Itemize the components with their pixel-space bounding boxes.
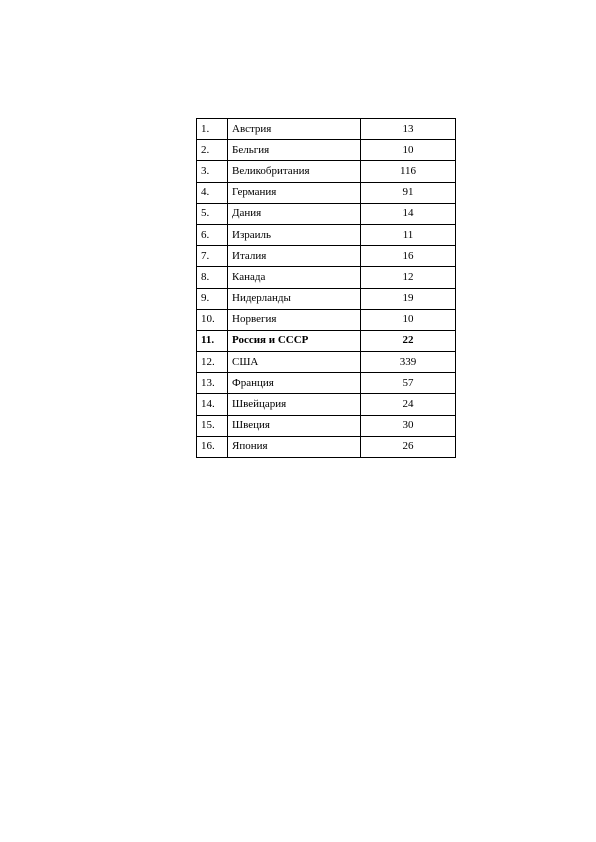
- country-name: Япония: [228, 436, 361, 457]
- table-row: [197, 182, 456, 203]
- country-name: Швейцария: [228, 394, 361, 415]
- table-row: [197, 309, 456, 330]
- country-name: Австрия: [228, 119, 361, 140]
- table-row: [197, 161, 456, 182]
- row-number: 5.: [197, 203, 228, 224]
- table-row: [197, 140, 456, 161]
- table-row: [197, 246, 456, 267]
- row-number: 7.: [197, 246, 228, 267]
- row-number: 15.: [197, 415, 228, 436]
- row-value: 57: [361, 373, 456, 394]
- country-name: Швеция: [228, 415, 361, 436]
- table-row: [197, 373, 456, 394]
- row-value: 22: [361, 330, 456, 351]
- row-number: 12.: [197, 352, 228, 373]
- table-row: [197, 394, 456, 415]
- country-name: США: [228, 352, 361, 373]
- row-value: 10: [361, 309, 456, 330]
- row-number: 9.: [197, 288, 228, 309]
- row-value: 12: [361, 267, 456, 288]
- table-row: [197, 415, 456, 436]
- table-row: [197, 288, 456, 309]
- table-row: [197, 224, 456, 245]
- row-number: 16.: [197, 436, 228, 457]
- country-name: Италия: [228, 246, 361, 267]
- row-value: 30: [361, 415, 456, 436]
- row-value: 13: [361, 119, 456, 140]
- country-name: Дания: [228, 203, 361, 224]
- row-number: 4.: [197, 182, 228, 203]
- table-row: [197, 119, 456, 140]
- row-value: 10: [361, 140, 456, 161]
- row-number: 6.: [197, 224, 228, 245]
- row-value: 19: [361, 288, 456, 309]
- row-value: 339: [361, 352, 456, 373]
- row-value: 26: [361, 436, 456, 457]
- country-name: Россия и СССР: [228, 330, 361, 351]
- row-value: 14: [361, 203, 456, 224]
- row-number: 1.: [197, 119, 228, 140]
- table-row: [197, 352, 456, 373]
- country-name: Канада: [228, 267, 361, 288]
- country-count-table: [196, 118, 456, 458]
- country-name: Бельгия: [228, 140, 361, 161]
- row-value: 116: [361, 161, 456, 182]
- country-name: Великобритания: [228, 161, 361, 182]
- table-row: [197, 330, 456, 351]
- table-row: [197, 436, 456, 457]
- row-number: 14.: [197, 394, 228, 415]
- row-value: 16: [361, 246, 456, 267]
- row-value: 91: [361, 182, 456, 203]
- row-value: 11: [361, 224, 456, 245]
- country-name: Норвегия: [228, 309, 361, 330]
- country-name: Франция: [228, 373, 361, 394]
- country-name: Нидерланды: [228, 288, 361, 309]
- table-row: [197, 203, 456, 224]
- row-number: 11.: [197, 330, 228, 351]
- row-value: 24: [361, 394, 456, 415]
- row-number: 13.: [197, 373, 228, 394]
- country-name: Германия: [228, 182, 361, 203]
- row-number: 3.: [197, 161, 228, 182]
- table-body: [197, 119, 456, 458]
- row-number: 2.: [197, 140, 228, 161]
- table-row: [197, 267, 456, 288]
- row-number: 10.: [197, 309, 228, 330]
- country-name: Израиль: [228, 224, 361, 245]
- row-number: 8.: [197, 267, 228, 288]
